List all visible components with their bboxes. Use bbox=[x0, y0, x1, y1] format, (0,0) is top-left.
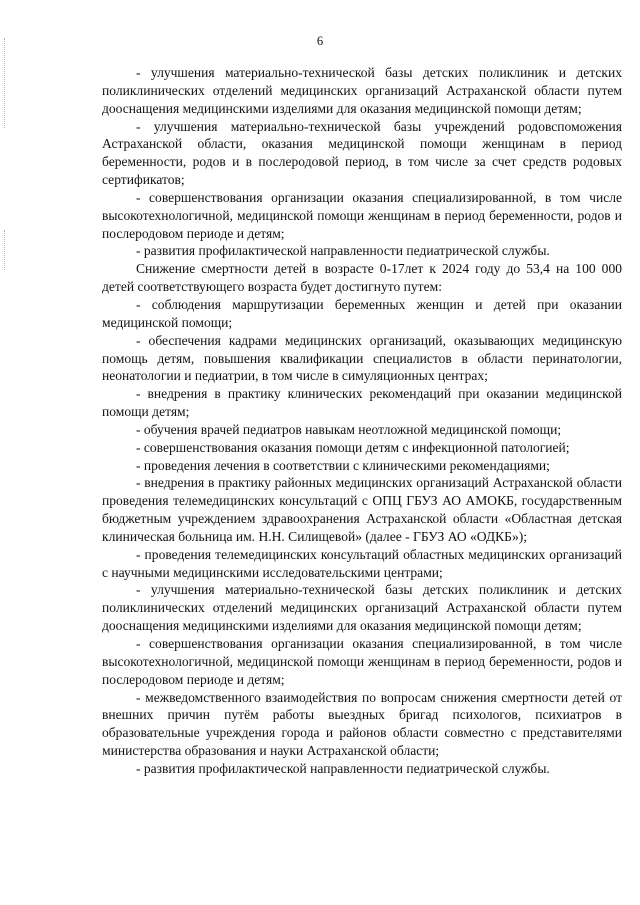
paragraph: - улучшения материально-технической базы детских поликлиник и детских поликлинических отделений медицинских организаций Астраханской области путем дооснащения медицинскими изделиями для оказания медицинской помощи детям; bbox=[102, 582, 622, 634]
paragraph: - совершенствования оказания помощи детям с инфекционной патологией; bbox=[136, 439, 570, 455]
margin-binding-marks-lower bbox=[4, 230, 7, 270]
margin-binding-marks bbox=[4, 38, 7, 128]
paragraph: - обеспечения кадрами медицинских организаций, оказывающих медицинскую помощь детям, повышения квалификации специалистов в области перинатологии, неонатологии и педиатрии, в том числе в симуляционных центрах; bbox=[102, 332, 622, 384]
paragraph: - развития профилактической направленности педиатрической службы. bbox=[136, 243, 550, 259]
paragraph: - совершенствования организации оказания специализированной, в том числе высокотехнологичной, медицинской помощи женщинам в период беременности, родов и послеродовом периоде и детям; bbox=[102, 189, 622, 241]
paragraph: - обучения врачей педиатров навыкам неотложной медицинской помощи; bbox=[136, 421, 562, 437]
paragraph: - межведомственного взаимодействия по вопросам снижения смертности детей от внешних причин путём работы выездных бригад психологов, психиатров в образовательные учреждения города и районов области совместно с представителями министерства образования и науки Астраханской области; bbox=[102, 689, 622, 759]
paragraph: - проведения телемедицинских консультаций областных медицинских организаций с научными медицинскими исследовательскими центрами; bbox=[102, 546, 622, 580]
page-number: 6 bbox=[316, 34, 324, 48]
paragraph: - развития профилактической направленности педиатрической службы. bbox=[136, 760, 550, 776]
paragraph: - улучшения материально-технической базы детских поликлиник и детских поликлинических отделений медицинских организаций Астраханской области путем дооснащения медицинскими изделиями для оказания медицинской помощи детям; bbox=[102, 65, 622, 116]
paragraph: - проведения лечения в соответствии с клиническими рекомендациями; bbox=[136, 457, 550, 473]
paragraph: - совершенствования организации оказания специализированной, в том числе высокотехнологичной, медицинской помощи женщинам в период беременности, родов и послеродовом периоде и детям; bbox=[102, 636, 622, 687]
paragraph: Снижение смертности детей в возрасте 0-17лет к 2024 году до 53,4 на 100 000 детей соответствующего возраста будет достигнуто путем: bbox=[102, 261, 622, 295]
document-body bbox=[102, 64, 622, 778]
paragraph: - внедрения в практику районных медицинских организаций Астраханской области проведения телемедицинских консультаций с ОПЦ ГБУЗ АО АМОКБ, государственным бюджетным учреждением здравоохранения Астраханской области «Областная детская клиническая больница им. Н.Н. Силищевой» (далее - ГБУЗ АО «ОДКБ»); bbox=[102, 475, 622, 544]
paragraph: - внедрения в практику клинических рекомендаций при оказании медицинской помощи детям; bbox=[102, 386, 622, 420]
paragraph: - соблюдения маршрутизации беременных женщин и детей при оказании медицинской помощи; bbox=[102, 296, 622, 330]
paragraph: - улучшения материально-технической базы учреждений родовспоможения Астраханской области, оказания медицинской помощи женщинам в период беременности, родов и в послеродовой период, в том числе за счет средств родовых сертификатов; bbox=[102, 118, 622, 188]
